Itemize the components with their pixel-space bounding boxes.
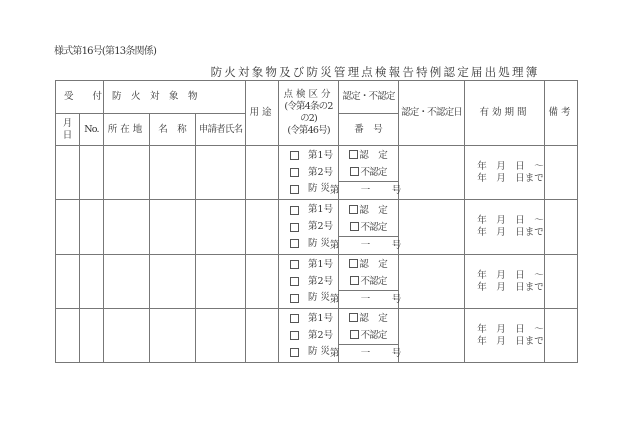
cell-remarks[interactable] (545, 309, 578, 363)
checkbox-icon[interactable] (350, 276, 359, 285)
table-row (56, 309, 578, 363)
cell-applicant[interactable] (196, 146, 246, 200)
cell-validity-period[interactable]: 年 月 日 ～ 年 月 日まで (465, 255, 545, 309)
cell-name[interactable] (150, 200, 196, 255)
cell-location[interactable] (104, 309, 150, 363)
cell-certification (329, 200, 408, 255)
cell-applicant[interactable] (196, 255, 246, 309)
cell-validity-period[interactable]: 年 月 日 ～ 年 月 日まで (465, 146, 545, 200)
cell-month-day[interactable] (56, 146, 80, 200)
cert-number-field[interactable]: 第 一 号 (339, 236, 398, 254)
checkbox-icon[interactable] (290, 260, 299, 269)
table-row (56, 146, 578, 200)
checkbox-icon[interactable] (290, 168, 299, 177)
cell-cert-date[interactable] (399, 309, 465, 363)
document-title: 防火対象物及び防災管理点検報告特例認定届出処理簿 (210, 65, 540, 79)
cell-certification (329, 146, 408, 200)
header-reception: 受 付 (56, 81, 104, 114)
cell-name[interactable] (150, 309, 196, 363)
cell-no[interactable] (80, 200, 104, 255)
checkbox-inspection-2[interactable]: 第2号 (290, 221, 333, 233)
checkbox-icon[interactable] (350, 330, 359, 339)
cert-number-field[interactable]: 第 一 号 (339, 344, 398, 362)
header-usage: 用途 (246, 81, 279, 146)
checkbox-inspection-disaster[interactable]: 防 災 (290, 183, 330, 195)
cell-cert-date[interactable] (399, 146, 465, 200)
checkbox-inspection-disaster[interactable]: 防 災 (290, 346, 330, 358)
cell-location[interactable] (104, 146, 150, 200)
checkbox-icon[interactable] (290, 151, 299, 160)
checkbox-icon[interactable] (349, 205, 358, 214)
cell-validity-period[interactable]: 年 月 日 ～ 年 月 日まで (465, 200, 545, 255)
checkbox-certified[interactable]: 認 定 (339, 313, 398, 325)
header-no: No. (80, 114, 104, 146)
form-number: 様式第16号(第13条関係) (54, 46, 157, 57)
cell-usage[interactable] (246, 309, 279, 363)
checkbox-icon[interactable] (349, 150, 358, 159)
registry-table (55, 80, 578, 363)
header-name: 名 称 (150, 114, 196, 146)
cell-certification (329, 309, 408, 363)
cell-location[interactable] (104, 200, 150, 255)
cell-cert-date[interactable] (399, 200, 465, 255)
cell-remarks[interactable] (545, 146, 578, 200)
cell-certification (329, 255, 408, 309)
checkbox-inspection-2[interactable]: 第2号 (290, 276, 333, 288)
header-cert-date: 認定・不認定日 (399, 81, 465, 146)
table-row (56, 200, 578, 255)
cell-applicant[interactable] (196, 200, 246, 255)
checkbox-inspection-disaster[interactable]: 防 災 (290, 292, 330, 304)
cell-month-day[interactable] (56, 309, 80, 363)
cell-no[interactable] (80, 309, 104, 363)
checkbox-inspection-1[interactable]: 第1号 (290, 150, 333, 162)
checkbox-inspection-1[interactable]: 第1号 (290, 259, 333, 271)
header-month-day: 月 日 (56, 114, 80, 146)
checkbox-not-certified[interactable]: 不認定 (339, 222, 398, 234)
cell-month-day[interactable] (56, 255, 80, 309)
checkbox-icon[interactable] (350, 222, 359, 231)
cell-no[interactable] (80, 146, 104, 200)
checkbox-certified[interactable]: 認 定 (339, 205, 398, 217)
cert-number-field[interactable]: 第 一 号 (339, 290, 398, 308)
cell-month-day[interactable] (56, 200, 80, 255)
checkbox-icon[interactable] (349, 313, 358, 322)
checkbox-icon[interactable] (349, 259, 358, 268)
cell-location[interactable] (104, 255, 150, 309)
cell-applicant[interactable] (196, 309, 246, 363)
cell-usage[interactable] (246, 255, 279, 309)
cell-no[interactable] (80, 255, 104, 309)
checkbox-icon[interactable] (290, 277, 299, 286)
checkbox-certified[interactable]: 認 定 (339, 150, 398, 162)
cell-remarks[interactable] (545, 255, 578, 309)
header-remarks: 備考 (545, 81, 578, 146)
checkbox-icon[interactable] (290, 239, 299, 248)
header-location: 所在地 (104, 114, 150, 146)
cell-cert-date[interactable] (399, 255, 465, 309)
checkbox-inspection-1[interactable]: 第1号 (290, 204, 333, 216)
cell-name[interactable] (150, 255, 196, 309)
cell-validity-period[interactable]: 年 月 日 ～ 年 月 日まで (465, 309, 545, 363)
header-inspection-category: 点検区分 (令第4条の2 の2) (令第46号) (279, 81, 339, 146)
checkbox-not-certified[interactable]: 不認定 (339, 330, 398, 342)
cell-usage[interactable] (246, 146, 279, 200)
header-applicant: 申請者氏名 (196, 114, 246, 146)
cell-usage[interactable] (246, 200, 279, 255)
checkbox-icon[interactable] (290, 206, 299, 215)
checkbox-icon[interactable] (350, 167, 359, 176)
checkbox-inspection-2[interactable]: 第2号 (290, 330, 333, 342)
cell-name[interactable] (150, 146, 196, 200)
header-cert-number: 番 号 (339, 114, 399, 146)
checkbox-inspection-2[interactable]: 第2号 (290, 167, 333, 179)
checkbox-not-certified[interactable]: 不認定 (339, 276, 398, 288)
checkbox-icon[interactable] (290, 294, 299, 303)
checkbox-inspection-1[interactable]: 第1号 (290, 313, 333, 325)
header-property: 防 火 対 象 物 (104, 81, 246, 114)
checkbox-not-certified[interactable]: 不認定 (339, 167, 398, 179)
table-row (56, 255, 578, 309)
checkbox-icon[interactable] (290, 331, 299, 340)
header-cert-status: 認定・不認定 (339, 81, 399, 114)
header-validity-period: 有効期間 (465, 81, 545, 146)
checkbox-icon[interactable] (290, 223, 299, 232)
cert-number-field[interactable]: 第 一 号 (339, 181, 398, 199)
checkbox-icon[interactable] (290, 314, 299, 323)
cell-remarks[interactable] (545, 200, 578, 255)
checkbox-icon[interactable] (290, 348, 299, 357)
checkbox-certified[interactable]: 認 定 (339, 259, 398, 271)
checkbox-icon[interactable] (290, 185, 299, 194)
checkbox-inspection-disaster[interactable]: 防 災 (290, 238, 330, 250)
